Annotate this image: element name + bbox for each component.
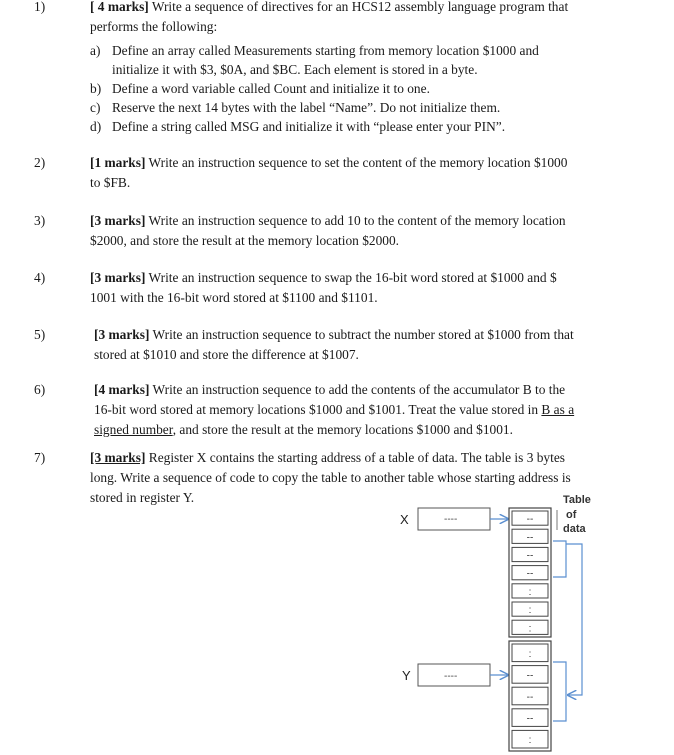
memory-cell-value: -- <box>526 692 534 703</box>
memory-cell-value: -- <box>526 568 534 580</box>
dest-table-bracket <box>553 662 566 721</box>
question-number: 7) <box>34 450 46 465</box>
memory-cell-value: : <box>528 605 532 617</box>
memory-column-top <box>509 508 551 637</box>
question-marks: [3 marks] <box>94 327 150 342</box>
of-label: of <box>566 509 577 521</box>
question-marks: [4 marks] <box>94 382 150 397</box>
question-text-line3: stored in register Y. <box>90 490 195 505</box>
question-number: 6) <box>34 382 46 397</box>
question-marks: [1 marks] <box>90 155 146 170</box>
memory-cell-value: : <box>528 735 532 747</box>
subquestion-text: Define a string called MSG and initialize it with “please enter your PIN”. <box>112 119 506 134</box>
question-marks: [3 marks] <box>90 270 146 285</box>
copy-arrow <box>566 544 582 695</box>
question-number: 4) <box>34 270 46 285</box>
question-marks: [3 marks] <box>90 450 146 465</box>
question-text-line1: Write an instruction sequence to add the contents of the accumulator B to the <box>149 382 566 397</box>
y-register-label: Y <box>402 668 411 683</box>
memory-cell-value: -- <box>526 670 534 682</box>
question-marks: [3 marks] <box>90 213 146 228</box>
memory-cell-value: : <box>528 586 532 598</box>
question-text-line1: Write an instruction sequence to swap the 16-bit word stored at $1000 and $ <box>145 270 557 285</box>
memory-cell-value: -- <box>526 532 534 544</box>
subquestion-label: d) <box>90 119 102 134</box>
subquestion-label: a) <box>90 43 101 58</box>
memory-cell-value: -- <box>526 550 534 562</box>
memory-cell-value: : <box>528 623 532 635</box>
y-register-value: ---- <box>444 671 458 682</box>
memory-cell-value: : <box>528 648 532 660</box>
subquestion-text: Define a word variable called Count and initialize it to one. <box>112 81 430 96</box>
subquestion-text: Reserve the next 14 bytes with the label “Name”. Do not initialize them. <box>112 100 501 115</box>
question-text-line1: Write an instruction sequence to set the content of the memory location $1000 <box>145 155 568 170</box>
question-marks: [ 4 marks] <box>90 0 149 14</box>
x-register-label: X <box>400 512 409 527</box>
question-text-line3: , and store the result at the memory locations $1000 and $1001. <box>172 422 513 437</box>
source-table-bracket <box>553 541 566 577</box>
question-text-underlined: B as a <box>541 402 575 417</box>
question-text-line2: long. Write a sequence of code to copy the table to another table whose starting address is <box>90 470 571 485</box>
question-text-line2: 16-bit word stored at memory locations $1000 and $1001. Treat the value stored in <box>94 402 542 417</box>
memory-cell-value: -- <box>526 713 534 725</box>
question-text-line2: to $FB. <box>90 175 131 190</box>
question-text-line1: Register X contains the starting address of a table of data. The table is 3 bytes <box>145 450 566 465</box>
question-number: 5) <box>34 327 46 342</box>
question-number: 1) <box>34 0 46 14</box>
x-register-value: ---- <box>444 514 458 525</box>
question-text-line2: stored at $1010 and store the difference at $1007. <box>94 347 359 362</box>
table-label: Table <box>563 494 591 506</box>
question-text-underlined: signed number <box>94 422 173 437</box>
subquestion-label: c) <box>90 100 101 115</box>
memory-column-bottom <box>509 641 551 751</box>
data-label: data <box>563 523 586 535</box>
subquestion-text: Define an array called Measurements starting from memory location $1000 and <box>112 43 539 58</box>
question-number: 2) <box>34 155 46 170</box>
subquestion-text-cont: initialize it with $3, $0A, and $BC. Each element is stored in a byte. <box>112 62 478 77</box>
question-text-line2: performs the following: <box>90 19 218 34</box>
memory-cell-value: -- <box>526 514 534 526</box>
question-text-line2: $2000, and store the result at the memory location $2000. <box>90 233 400 248</box>
question-text-line1: Write a sequence of directives for an HCS12 assembly language program that <box>148 0 569 14</box>
question-number: 3) <box>34 213 46 228</box>
question-text-line2: 1001 with the 16-bit word stored at $1100 and $1101. <box>90 290 378 305</box>
question-text-line1: Write an instruction sequence to subtract the number stored at $1000 from that <box>149 327 574 342</box>
subquestion-label: b) <box>90 81 102 96</box>
question-text-line1: Write an instruction sequence to add 10 to the content of the memory location <box>145 213 566 228</box>
